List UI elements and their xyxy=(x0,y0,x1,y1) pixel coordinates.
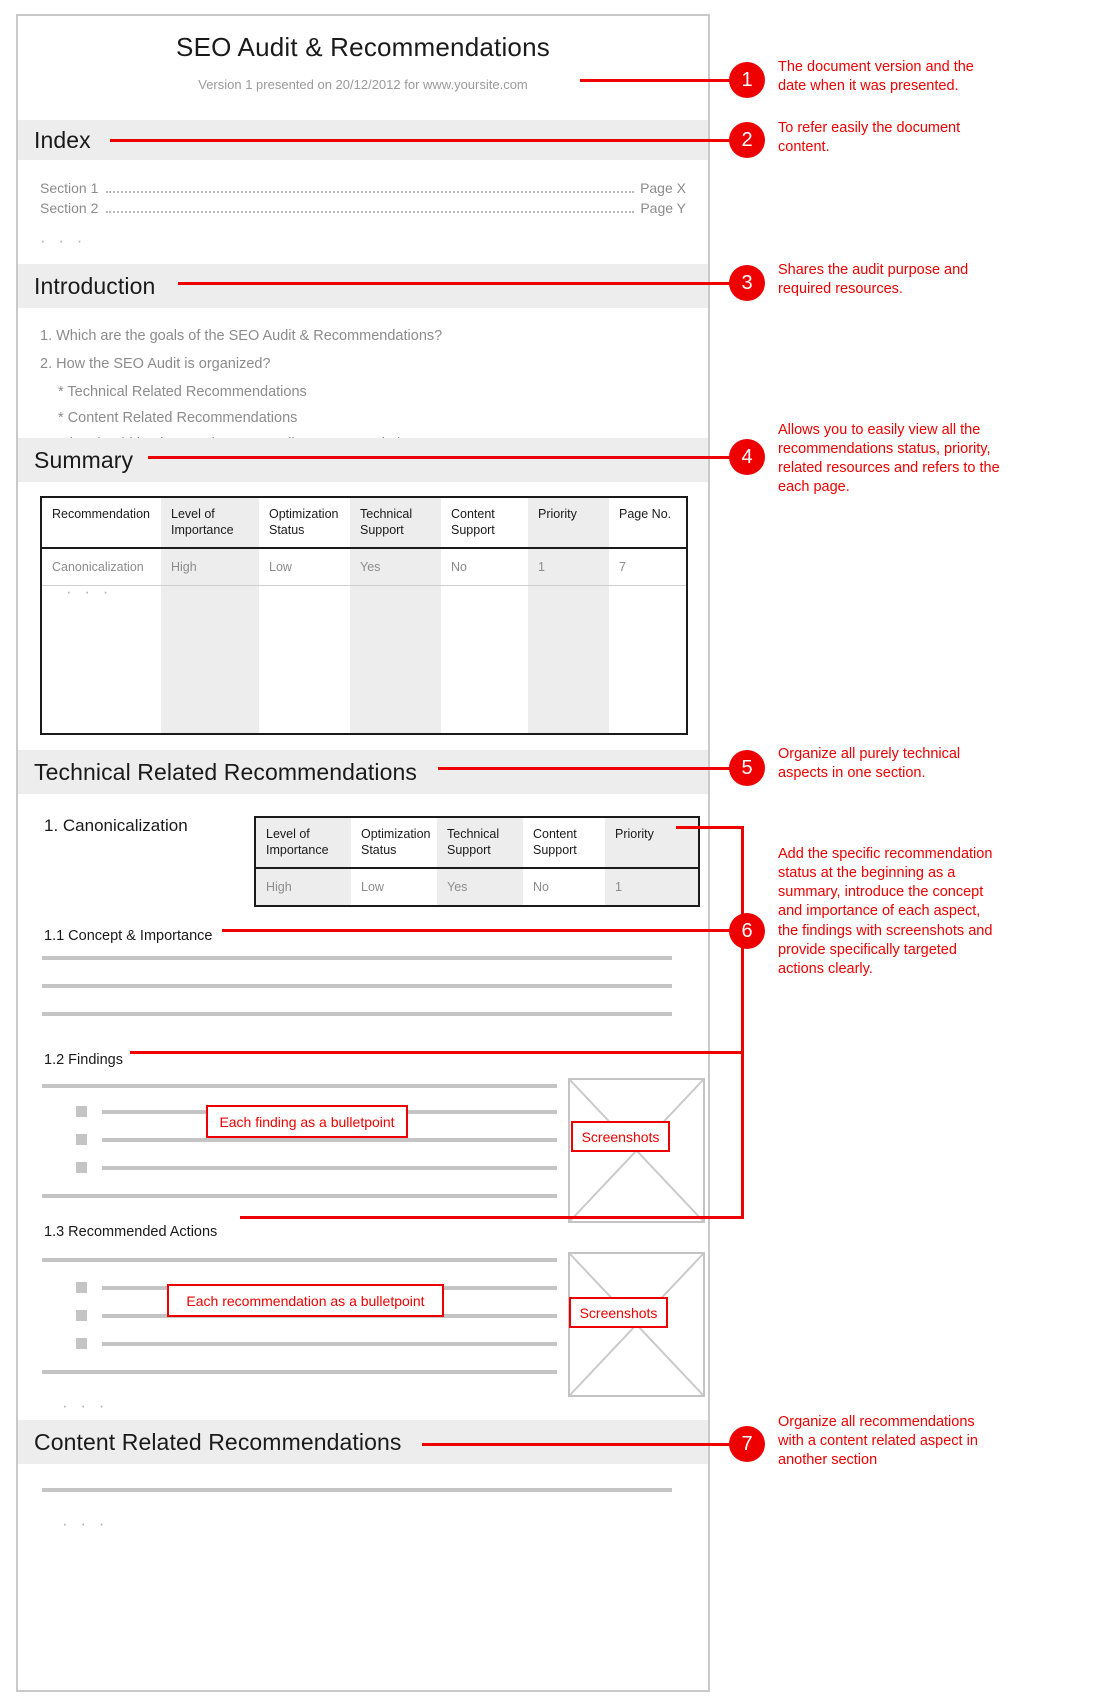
table-cell: Canonicalization xyxy=(41,548,161,586)
bullet-square xyxy=(76,1282,87,1293)
index-ellipsis: · · · xyxy=(40,231,87,250)
content-line xyxy=(42,984,672,988)
bullet-square xyxy=(76,1338,87,1349)
callout-actions-bullet: Each recommendation as a bulletpoint xyxy=(167,1284,444,1317)
summary-table-ellipsis: · · · xyxy=(66,582,113,601)
table-cell: 1 xyxy=(528,548,609,586)
annotation-leader-7 xyxy=(422,1443,730,1446)
annotation-text-7: Organize all recommendations with a content related aspect in another section xyxy=(778,1414,978,1469)
index-leader-dots xyxy=(106,191,634,193)
table-filler-row xyxy=(41,586,687,734)
bullet-square xyxy=(76,1134,87,1145)
column-header: Optimization Status xyxy=(351,817,437,868)
annotation-leader-6-actions xyxy=(240,1216,744,1219)
section-header-content xyxy=(18,1420,708,1464)
page-title: SEO Audit & Recommendations xyxy=(176,32,550,62)
annotation-leader-5 xyxy=(438,767,730,770)
annotation-leader-2 xyxy=(110,139,730,142)
annotation-text-2: To refer easily the document content. xyxy=(778,120,961,156)
document-page xyxy=(16,14,710,1692)
table-header-row xyxy=(255,817,699,868)
bullet-line xyxy=(102,1342,557,1346)
annotation-leader-4 xyxy=(148,456,730,459)
subsection-label-actions: 1.3 Recommended Actions xyxy=(44,1224,218,1240)
annotation-badge-4[interactable]: 4 xyxy=(729,439,765,475)
table-cell: Low xyxy=(351,868,437,906)
annotation-badge-7[interactable]: 7 xyxy=(729,1426,765,1462)
content-heading: Content Related Recommendations xyxy=(34,1428,402,1455)
table-cell: No xyxy=(441,548,528,586)
annotation-text-3: Shares the audit purpose and required resources. xyxy=(778,262,969,298)
canonicalization-table xyxy=(254,816,700,907)
content-line xyxy=(42,1012,672,1016)
annotation-badge-3[interactable]: 3 xyxy=(729,265,765,301)
index-heading: Index xyxy=(34,126,91,153)
index-row[interactable] xyxy=(40,180,686,197)
bullet-square xyxy=(76,1310,87,1321)
index-row-label: Section 2 xyxy=(40,200,99,216)
section-header-technical xyxy=(18,750,708,794)
column-header: Optimization Status xyxy=(259,497,350,548)
annotation-badge-5[interactable]: 5 xyxy=(729,750,765,786)
bullet-square xyxy=(76,1162,87,1173)
column-header: Priority xyxy=(528,497,609,548)
annotation-badge-6[interactable]: 6 xyxy=(729,913,765,949)
annotation-leader-6-findings xyxy=(130,1051,744,1054)
index-row-page: Page X xyxy=(640,180,686,196)
content-line xyxy=(42,1258,557,1262)
bullet-line xyxy=(102,1166,557,1170)
table-cell: 7 xyxy=(609,548,687,586)
column-header: Level of Importance xyxy=(161,497,259,548)
index-row[interactable] xyxy=(40,200,686,217)
annotation-badge-1[interactable]: 1 xyxy=(729,62,765,98)
index-row-label: Section 1 xyxy=(40,180,99,196)
column-header: Priority xyxy=(605,817,699,868)
index-list xyxy=(18,164,708,220)
intro-subitem: * Content Related Recommendations xyxy=(58,410,298,426)
bullet-line xyxy=(102,1138,557,1142)
section-header-introduction xyxy=(18,264,708,308)
column-header: Level of Importance xyxy=(255,817,351,868)
technical-heading: Technical Related Recommendations xyxy=(34,758,418,785)
summary-heading: Summary xyxy=(34,446,134,473)
annotation-spine-6 xyxy=(741,826,744,1218)
table-row[interactable] xyxy=(41,548,687,586)
content-line xyxy=(42,1084,557,1088)
annotation-text-5: Organize all purely technical aspects in one section. xyxy=(778,746,961,782)
column-header: Technical Support xyxy=(437,817,523,868)
table-cell: Low xyxy=(259,548,350,586)
column-header: Content Support xyxy=(523,817,605,868)
callout-screenshots-actions: Screenshots xyxy=(569,1297,668,1328)
table-header-row xyxy=(41,497,687,548)
table-cell: 1 xyxy=(605,868,699,906)
column-header: Content Support xyxy=(441,497,528,548)
callout-findings-bullet: Each finding as a bulletpoint xyxy=(206,1105,408,1138)
subsection-label-findings: 1.2 Findings xyxy=(44,1052,123,1068)
section-header-summary xyxy=(18,438,708,482)
intro-item: 1. Which are the goals of the SEO Audit & Recommendations? xyxy=(40,328,443,344)
table-row[interactable] xyxy=(255,868,699,906)
intro-subitem: * Technical Related Recommendations xyxy=(58,384,307,400)
annotation-leader-6-top xyxy=(676,826,744,829)
bullet-square xyxy=(76,1106,87,1117)
content-ellipsis: · · · xyxy=(62,1514,109,1533)
table-cell: Yes xyxy=(437,868,523,906)
index-row-page: Page Y xyxy=(640,200,686,216)
index-leader-dots xyxy=(106,211,634,213)
content-line xyxy=(42,1370,557,1374)
annotation-text-6: Add the specific recommendation status at the beginning as a summary, introduce the concept and importance of each aspect, the findings with screenshots and provide specifically targeted actions clearly. xyxy=(778,846,993,977)
column-header: Technical Support xyxy=(350,497,441,548)
table-cell: Yes xyxy=(350,548,441,586)
annotation-badge-2[interactable]: 2 xyxy=(729,122,765,158)
table-cell: No xyxy=(523,868,605,906)
subsection-label-concept: 1.1 Concept & Importance xyxy=(44,928,213,944)
technical-ellipsis: · · · xyxy=(62,1396,109,1415)
table-cell: High xyxy=(161,548,259,586)
summary-table xyxy=(40,496,688,735)
annotation-leader-6-concept xyxy=(222,929,744,932)
document-subtitle: Version 1 presented on 20/12/2012 for www.yoursite.com xyxy=(198,77,528,92)
annotation-text-4: Allows you to easily view all the recommendations status, priority, related resources and refers to the each page. xyxy=(778,422,1000,496)
annotation-leader-3 xyxy=(178,282,730,285)
content-line xyxy=(42,1488,672,1492)
column-header: Recommendation xyxy=(41,497,161,548)
table-cell: High xyxy=(255,868,351,906)
content-line xyxy=(42,1194,557,1198)
introduction-heading: Introduction xyxy=(34,272,156,299)
content-line xyxy=(42,956,672,960)
annotation-text-1: The document version and the date when it was presented. xyxy=(778,59,974,95)
column-header: Page No. xyxy=(609,497,687,548)
technical-item-title: 1. Canonicalization xyxy=(44,816,188,835)
callout-screenshots-findings: Screenshots xyxy=(571,1121,670,1152)
intro-item: 2. How the SEO Audit is organized? xyxy=(40,356,271,372)
annotation-leader-1 xyxy=(580,79,730,82)
